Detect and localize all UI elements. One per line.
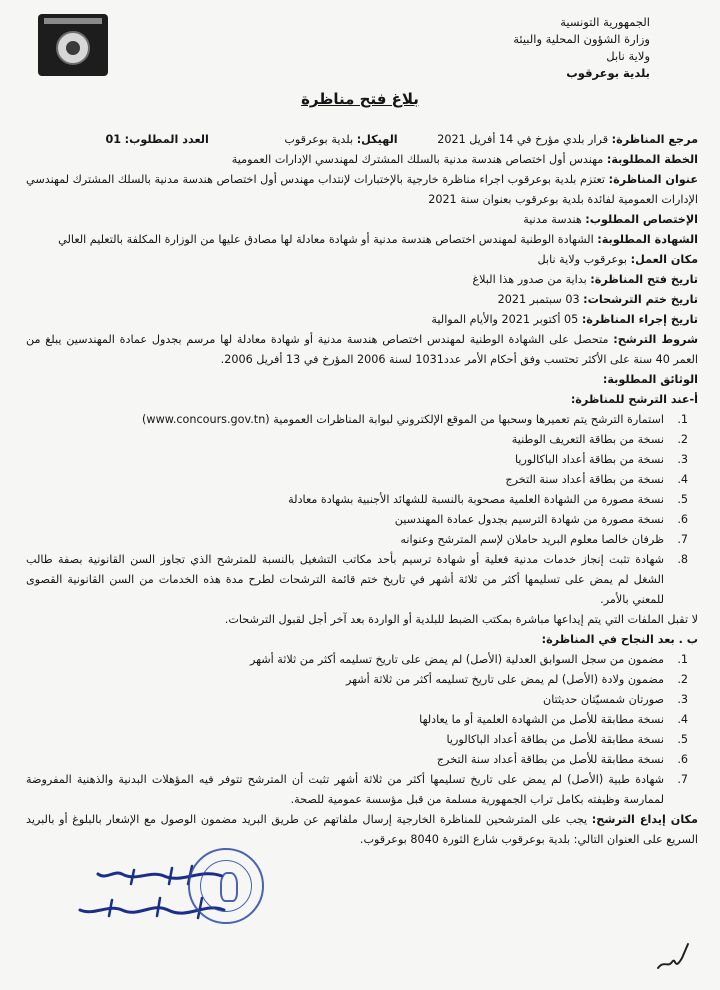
header-line-3: ولاية نابل (606, 49, 650, 63)
list-item-text: نسخة من بطاقة التعريف الوطنية (511, 433, 664, 446)
list-item-number: 5. (677, 733, 688, 746)
conditions-line: شروط الترشح: متحصل على الشهادة الوطنية لمهندس اختصاص هندسة مدنية أو شهادة معادلة لها مرسم بجدول عمادة المهندسين يبلغ من العمر 40 سنة على الأكثر تحتسب وفق أحكام الأمر عدد1031 لسنة 2006 المؤرخ في 13 أفريل 2006. (26, 333, 698, 366)
list-item-number: 2. (677, 673, 688, 686)
plan-line: الخطة المطلوبة: مهندس أول اختصاص هندسة مدنية بالسلك المشترك لمهندسي الإدارات العمومية (231, 153, 698, 166)
initials-mark (652, 938, 692, 978)
workplace-line: مكان العمل: بوعرقوب ولاية نابل (537, 253, 698, 266)
list-item-text: شهادة طبية (الأصل) لم يمض على تاريخ تسليمها أكثر من ثلاثة أشهر تثبت أن المترشح تتوفر فيه المؤهلات البدنية والذهنية المفروضة لممارسة وظيفته بكامل تراب الجمهورية مسلمة من قبل مؤسسة عمومية للصحة. (26, 773, 664, 806)
list-item (26, 650, 688, 670)
list-item-text: نسخة مطابقة للأصل من بطاقة أعداد الباكالوريا (446, 733, 664, 746)
emblem-icon (56, 31, 90, 65)
list-item (26, 470, 688, 490)
notice-body (26, 130, 698, 850)
list-item-number: 8. (677, 553, 688, 566)
header-line-1: الجمهورية التونسية (560, 15, 650, 29)
list-item-number: 6. (677, 513, 688, 526)
list-item-text: مضمون ولادة (الأصل) لم يمض على تاريخ تسليمه أكثر من ثلاثة أشهر (345, 673, 664, 686)
list-item-number: 1. (677, 653, 688, 666)
header-line-4: بلدية بوعرقوب (566, 66, 650, 80)
contest-title-line: عنوان المناظرة: تعتزم بلدية بوعرقوب اجراء مناظرة خارجية بالإختبارات لإنتداب مهندس أول اختصاص هندسة مدنية بالسلك المشترك لمهندسي الإدارات العمومية لفائدة بلدية بوعرقوب بعنوان سنة 2021 (26, 173, 698, 206)
list-item-number: 3. (677, 693, 688, 706)
list-item-text: نسخة من بطاقة أعداد الباكالوريا (515, 453, 664, 466)
list-item-text: نسخة مصورة من شهادة الترسيم بجدول عمادة المهندسين (394, 513, 664, 526)
list-item-text: مضمون من سجل السوابق العدلية (الأصل) لم يمض على تاريخ تسليمه أكثر من ثلاثة أشهر (249, 653, 664, 666)
list-item-number: 6. (677, 753, 688, 766)
documents-heading: الوثائق المطلوبة: (602, 373, 698, 386)
list-item-number: 2. (677, 433, 688, 446)
list-item-text: صورتان شمسيّتان حديثتان (542, 693, 664, 706)
list-item-text: نسخة من بطاقة أعداد سنة التخرج (505, 473, 664, 486)
deposit-line: مكان إيداع الترشح: يجب على المترشحين للمناظرة الخارجية إرسال ملفاتهم عن طريق البريد مضمون الوصول مع الإشعار بالبلوغ أو بالبريد السريع على العنوان التالي: بلدية بوعرقوب شارع الثورة 8040 بوعرقوب. (26, 813, 698, 846)
list-item-number: 3. (677, 453, 688, 466)
degree-line: الشهادة المطلوبة: الشهادة الوطنية لمهندس اختصاص هندسة مدنية أو شهادة معادلة لها مصادق عليها من الوزارة المكلفة بالتعليم العالي (58, 233, 698, 246)
list-item (26, 690, 688, 710)
list-item (26, 710, 688, 730)
list-item (26, 750, 688, 770)
list-item-text: نسخة مطابقة للأصل من بطاقة أعداد سنة التخرج (436, 753, 664, 766)
list-item (26, 770, 688, 810)
municipality-logo (38, 14, 108, 76)
list-item-text: نسخة مصورة من الشهادة العلمية مصحوبة بالنسبة للشهائد الأجنبية بشهادة معادلة (288, 493, 664, 506)
section-a-heading: أ-عند الترشح للمناظرة: (570, 393, 698, 406)
letterhead (390, 14, 650, 82)
reference-line: مرجع المناظرة: قرار بلدي مؤرخ في 14 أفريل 2021 الهيكل: بلدية بوعرقوب العدد المطلوب: 01 (105, 133, 698, 146)
list-item (26, 430, 688, 450)
section-b-heading: ب . بعد النجاح في المناظرة: (541, 633, 698, 646)
list-item-number: 5. (677, 493, 688, 506)
list-item-text: ظرفان خالصا معلوم البريد حاملان لإسم المترشح وعنوانه (400, 533, 664, 546)
list-item (26, 490, 688, 510)
list-item-text: نسخة مطابقة للأصل من الشهادة العلمية أو ما يعادلها (419, 713, 664, 726)
list-item-text: شهادة تثبت إنجاز خدمات مدنية فعلية أو شهادة ترسيم بأحد مكاتب التشغيل بالنسبة للمترشح الذي تجاوز السن القانونية بصفة طالب الشغل لم يمض على تسليمها أكثر من ثلاثة أشهر في تاريخ ختم قائمة الترشحات لطرح مدة هذه الخدمات من السن القانونية القصوى للمعني بالأمر. (26, 553, 664, 606)
close-date-line: تاريخ ختم الترشحات: 03 سبتمبر 2021 (497, 293, 698, 306)
page-title: بلاغ فتح مناظرة (301, 90, 419, 108)
section-a-note: لا تقبل الملفات التي يتم إيداعها مباشرة بمكتب الضبط للبلدية أو الواردة بعد آخر أجل لقبول الترشحات. (224, 613, 698, 626)
list-item (26, 550, 688, 610)
list-item (26, 510, 688, 530)
list-item (26, 670, 688, 690)
list-item-number: 7. (677, 533, 688, 546)
open-date-line: تاريخ فتح المناظرة: بداية من صدور هذا البلاغ (472, 273, 698, 286)
list-item (26, 730, 688, 750)
list-item (26, 410, 688, 430)
list-item-number: 4. (677, 713, 688, 726)
exam-date-line: تاريخ إجراء المناظرة: 05 أكتوبر 2021 والأيام الموالية (431, 313, 698, 326)
list-item-number: 1. (677, 413, 688, 426)
list-item-text: استمارة الترشح يتم تعميرها وسحبها من الموقع الإلكتروني لبوابة المناظرات العمومية (www.concours.gov.tn) (142, 413, 664, 426)
list-item-number: 7. (677, 773, 688, 786)
section-a-list (26, 410, 698, 610)
specialty-line: الإختصاص المطلوب: هندسة مدنية (523, 213, 698, 226)
section-b-list (26, 650, 698, 810)
header-line-2: وزارة الشؤون المحلية والبيئة (513, 32, 650, 46)
official-stamp (188, 848, 264, 924)
list-item-number: 4. (677, 473, 688, 486)
list-item (26, 450, 688, 470)
list-item (26, 530, 688, 550)
